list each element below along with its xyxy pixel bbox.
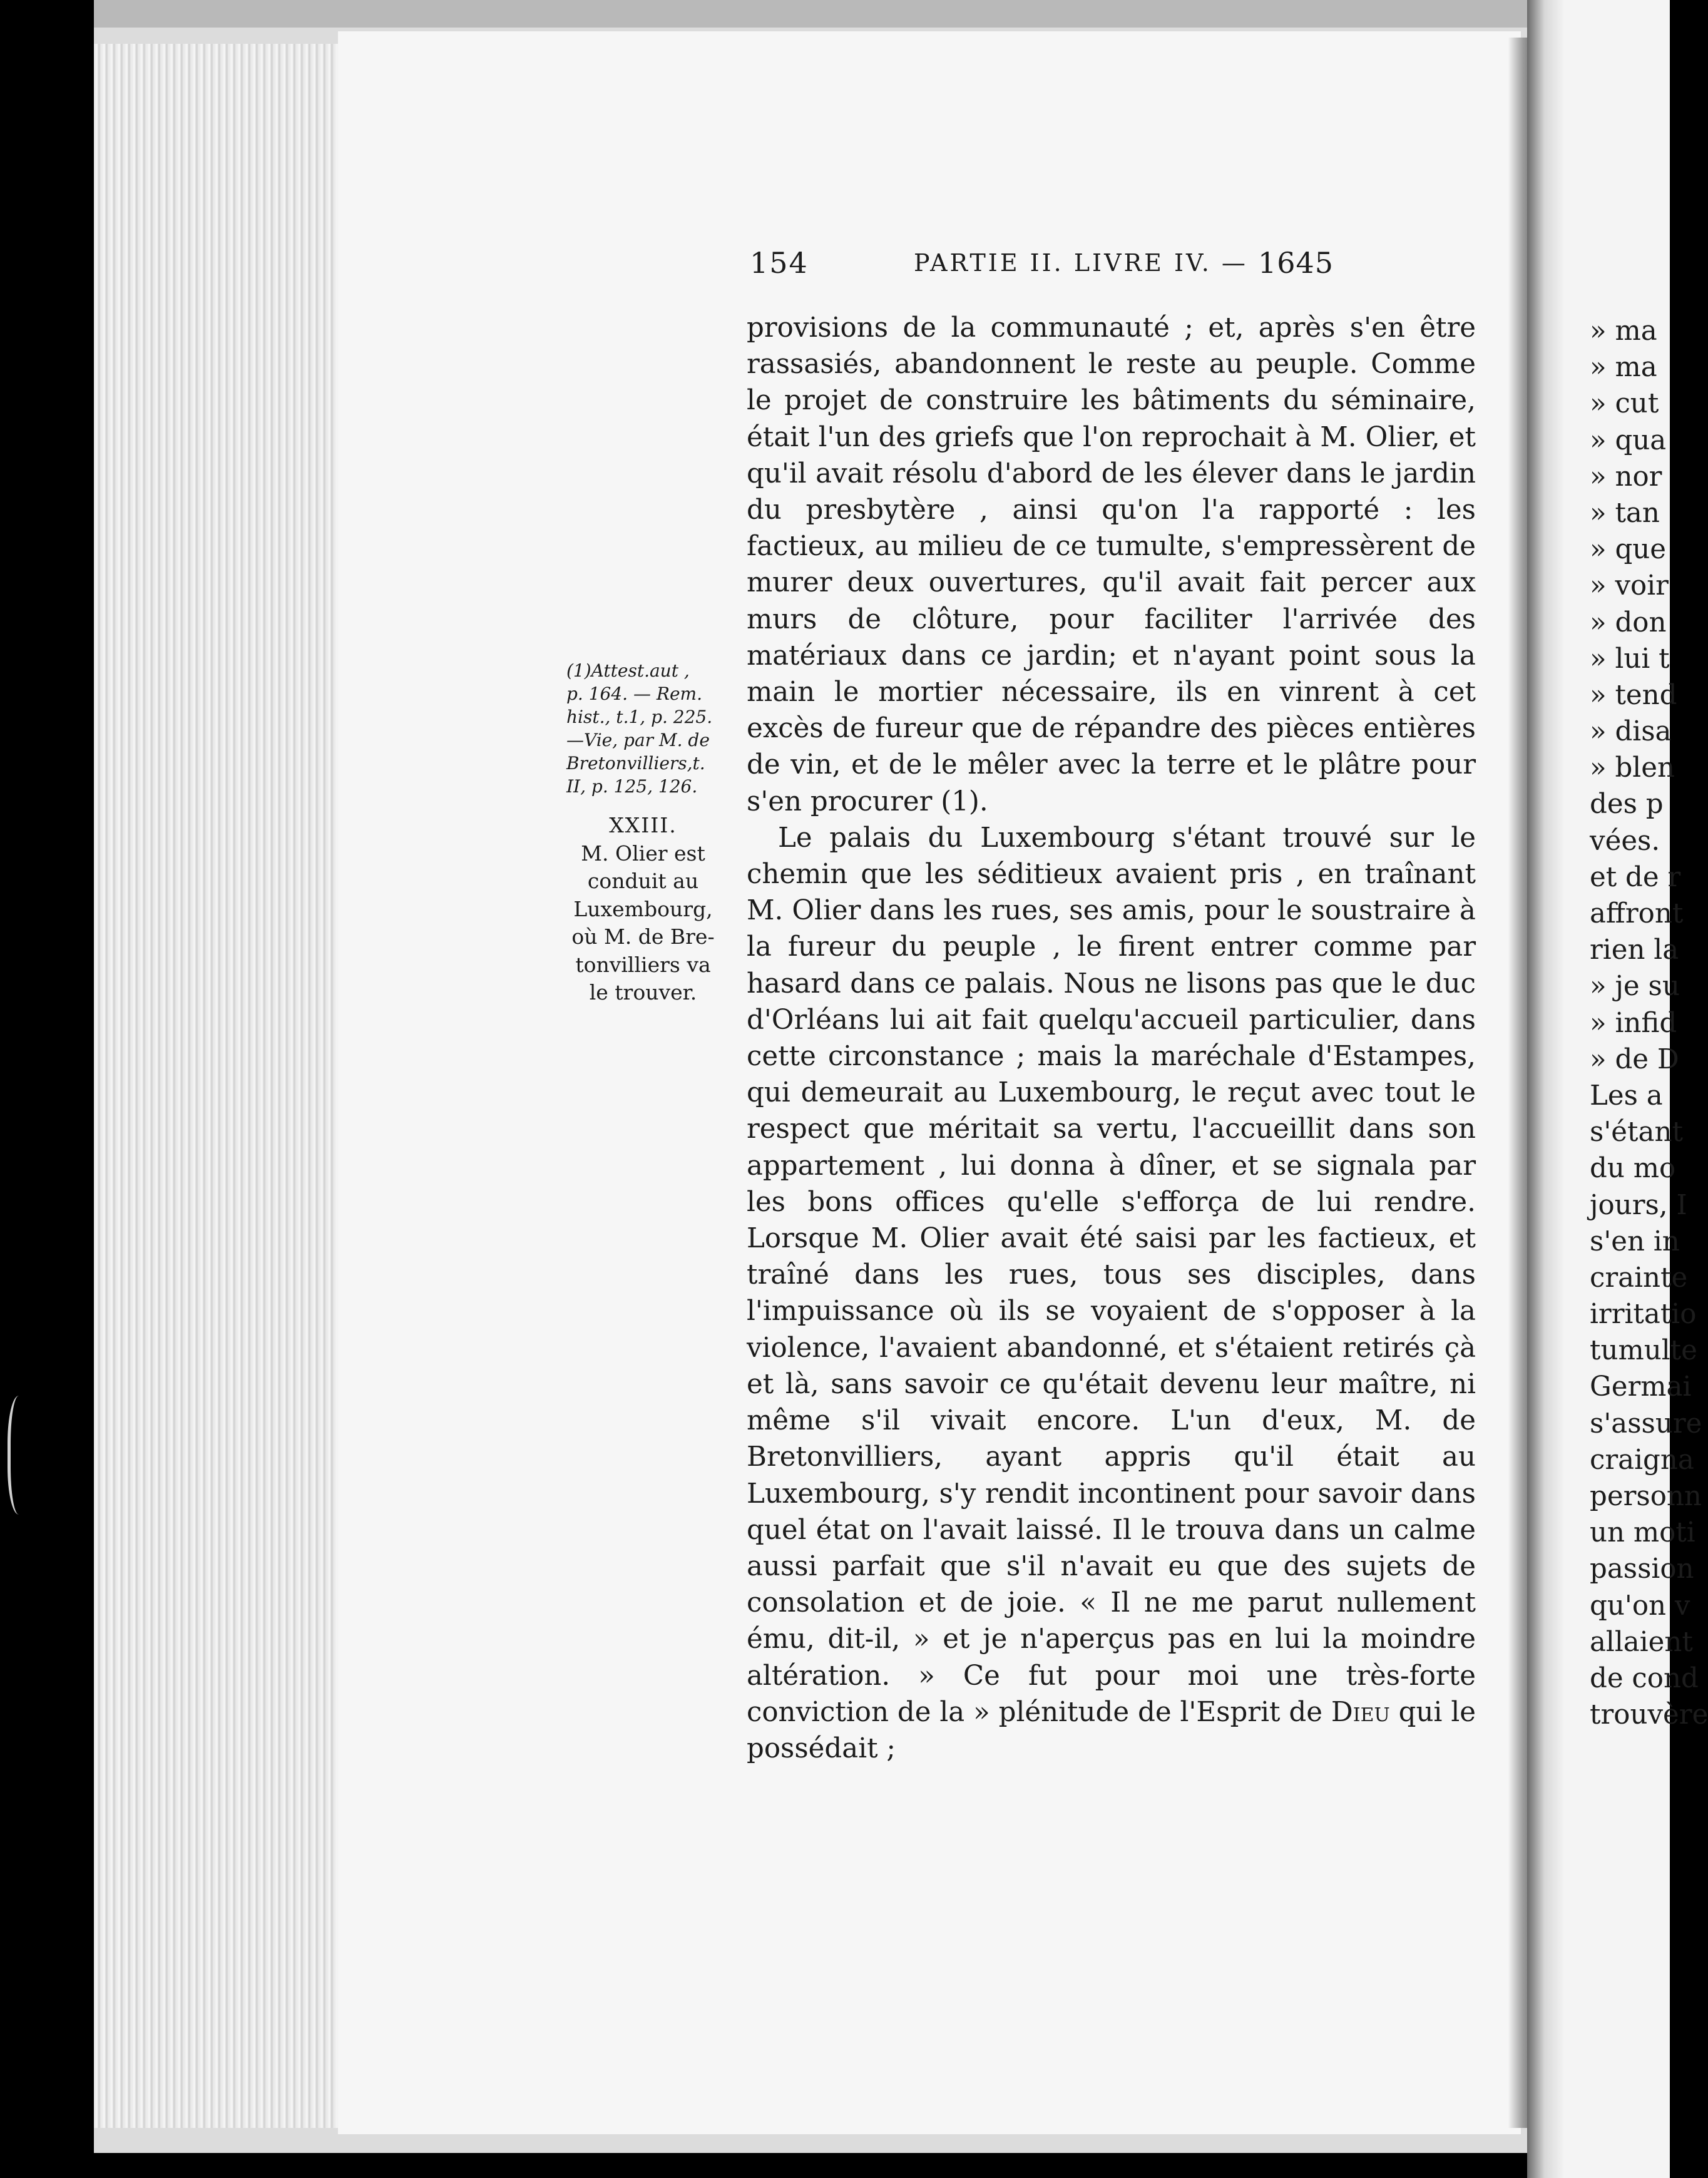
facing-line: tumulte	[1590, 1335, 1697, 1367]
facing-line: rien la	[1590, 934, 1679, 966]
facing-line: » tan	[1590, 497, 1660, 529]
facing-line: Germai	[1590, 1371, 1692, 1403]
marginal-reference	[566, 659, 720, 798]
facing-line: » don	[1590, 606, 1667, 638]
facing-line: de cond	[1590, 1662, 1699, 1694]
facing-line: s'étant	[1590, 1117, 1683, 1148]
facing-line: trouvère	[1590, 1699, 1708, 1731]
paragraph-1: provisions de la communauté ; et, après s'en être rassasiés, abandonnent le reste au peuple. Comme le projet de construire les bâtiments du séminaire, était l'un des griefs que l'on reprochait à M. Olier, et qu'il avait résolu d'abord de les élever dans le jardin du presbytère , ainsi qu'on l'a rapporté : les factieux, au milieu de ce tumulte, s'empressèrent de murer deux ouvertures, qu'il avait fait percer aux murs de clôture, pour faciliter l'arrivée des matériaux dans ce jardin; et n'ayant point sous la main le mortier nécessaire, ils en vinrent à cet excès de fureur que de répandre des pièces entières de vin, et de le mêler avec la terre et le plâtre pour s'en procurer (1).	[747, 312, 1476, 817]
facing-line: jours, I	[1590, 1189, 1687, 1221]
facing-line: » cut	[1590, 388, 1659, 420]
facing-page-text	[1590, 313, 1708, 1733]
summary-line: Luxembourg,	[573, 896, 713, 921]
facing-line: s'en in	[1590, 1225, 1680, 1257]
main-text-column	[747, 310, 1476, 1767]
reference-line: Bretonvilliers,t.	[566, 753, 705, 774]
reference-line: (1)Attest.aut ,	[566, 660, 690, 681]
facing-line: Les a	[1590, 1080, 1663, 1112]
facing-line: s'assure	[1590, 1408, 1702, 1439]
facing-line: » tend	[1590, 679, 1677, 711]
reference-line: —Vie, par M. de	[566, 730, 710, 750]
facing-line: crainte	[1590, 1262, 1688, 1294]
paragraph-2-text: Le palais du Luxembourg s'étant trouvé sur le chemin que les séditieux avaient pris , en traînant M. Olier dans les rues, ses amis, pour le soustraire à la fureur du peuple , le firent entrer comme par hasard dans ce palais. Nous ne lisons pas que le duc d'Orléans lui ait fait quelqu'accueil particulier, dans cette circonstance ; mais la maréchale d'Estampes, qui demeurait au Luxembourg, le reçut avec tout le respect que méritait sa vertu, l'accueillit dans son appartement , lui donna à dîner, et se signala par les bons offices qu'elle s'efforça de lui rendre. Lorsque M. Olier avait été saisi par les factieux, et traîné dans les rues, tous ses disciples, dans l'impuissance où ils se voyaient de s'opposer à la violence, l'avaient abandonné, et s'étaient retirés çà et là, sans savoir ce qu'était devenu leur maître, ni même s'il vivait encore. L'un d'eux, M. de Bretonvilliers, ayant appris qu'il était au Luxembourg, s'y rendit incontinent pour savoir dans quel état on l'avait laissé. Il le trouva dans un calme aussi parfait que s'il n'avait eu que des sujets de consolation et de joie. « Il ne me parut nullement ému, dit-il, » et je n'aperçus pas en lui la moindre altération. » Ce fut pour moi une très-forte conviction de la » plénitude de l'Esprit de	[747, 822, 1476, 1728]
paragraph-2	[747, 820, 1476, 1767]
facing-line: » qua	[1590, 424, 1667, 456]
facing-line: et de r	[1590, 861, 1681, 893]
facing-line: » je su	[1590, 971, 1680, 1003]
page-stack-edges	[94, 44, 338, 2128]
facing-line: affront	[1590, 898, 1684, 929]
facing-line: » infid	[1590, 1007, 1677, 1039]
facing-line: » disa	[1590, 716, 1672, 748]
facing-line: allaient	[1590, 1626, 1693, 1658]
facing-line: des p	[1590, 789, 1664, 821]
marginal-section-summary	[560, 812, 726, 1007]
summary-line: M. Olier est	[581, 841, 705, 866]
facing-line: » ma	[1590, 352, 1657, 384]
facing-line: » voir	[1590, 570, 1669, 602]
summary-line: conduit au	[587, 869, 699, 893]
reference-line: II, p. 125, 126.	[566, 776, 698, 797]
facing-line: passion	[1590, 1553, 1694, 1585]
page-number: 154	[750, 246, 809, 280]
reference-line: hist., t.1, p. 225.	[566, 707, 713, 727]
facing-line: » que	[1590, 534, 1667, 566]
facing-line: vées.	[1590, 825, 1660, 857]
book-top-edge	[94, 0, 1546, 28]
dieu-small-caps: Dieu	[1331, 1696, 1390, 1728]
facing-line: » blen	[1590, 752, 1675, 784]
facing-line: qu'on v	[1590, 1590, 1690, 1622]
section-number: XXIII.	[609, 813, 677, 837]
facing-line: un moti	[1590, 1517, 1695, 1549]
summary-line: tonvilliers va	[575, 952, 711, 977]
facing-line: » lui t	[1590, 643, 1670, 675]
reference-line: p. 164. — Rem.	[566, 683, 702, 704]
facing-line: » ma	[1590, 315, 1657, 347]
facing-line: personn	[1590, 1481, 1702, 1512]
summary-line: où M. de Bre-	[571, 924, 715, 949]
facing-line: du mo	[1590, 1153, 1676, 1185]
facing-line: » de D	[1590, 1043, 1679, 1075]
summary-line: le trouver.	[589, 980, 697, 1005]
header-year: 1645	[1258, 246, 1334, 280]
facing-line: irritatio	[1590, 1299, 1697, 1331]
running-title: PARTIE II. LIVRE IV. —	[914, 249, 1248, 277]
facing-line: craigna	[1590, 1444, 1694, 1476]
scan-edge-mark	[8, 1396, 36, 1515]
facing-line: » nor	[1590, 461, 1662, 493]
paragraph-2-end: qui le possédait ;	[747, 1696, 1476, 1764]
